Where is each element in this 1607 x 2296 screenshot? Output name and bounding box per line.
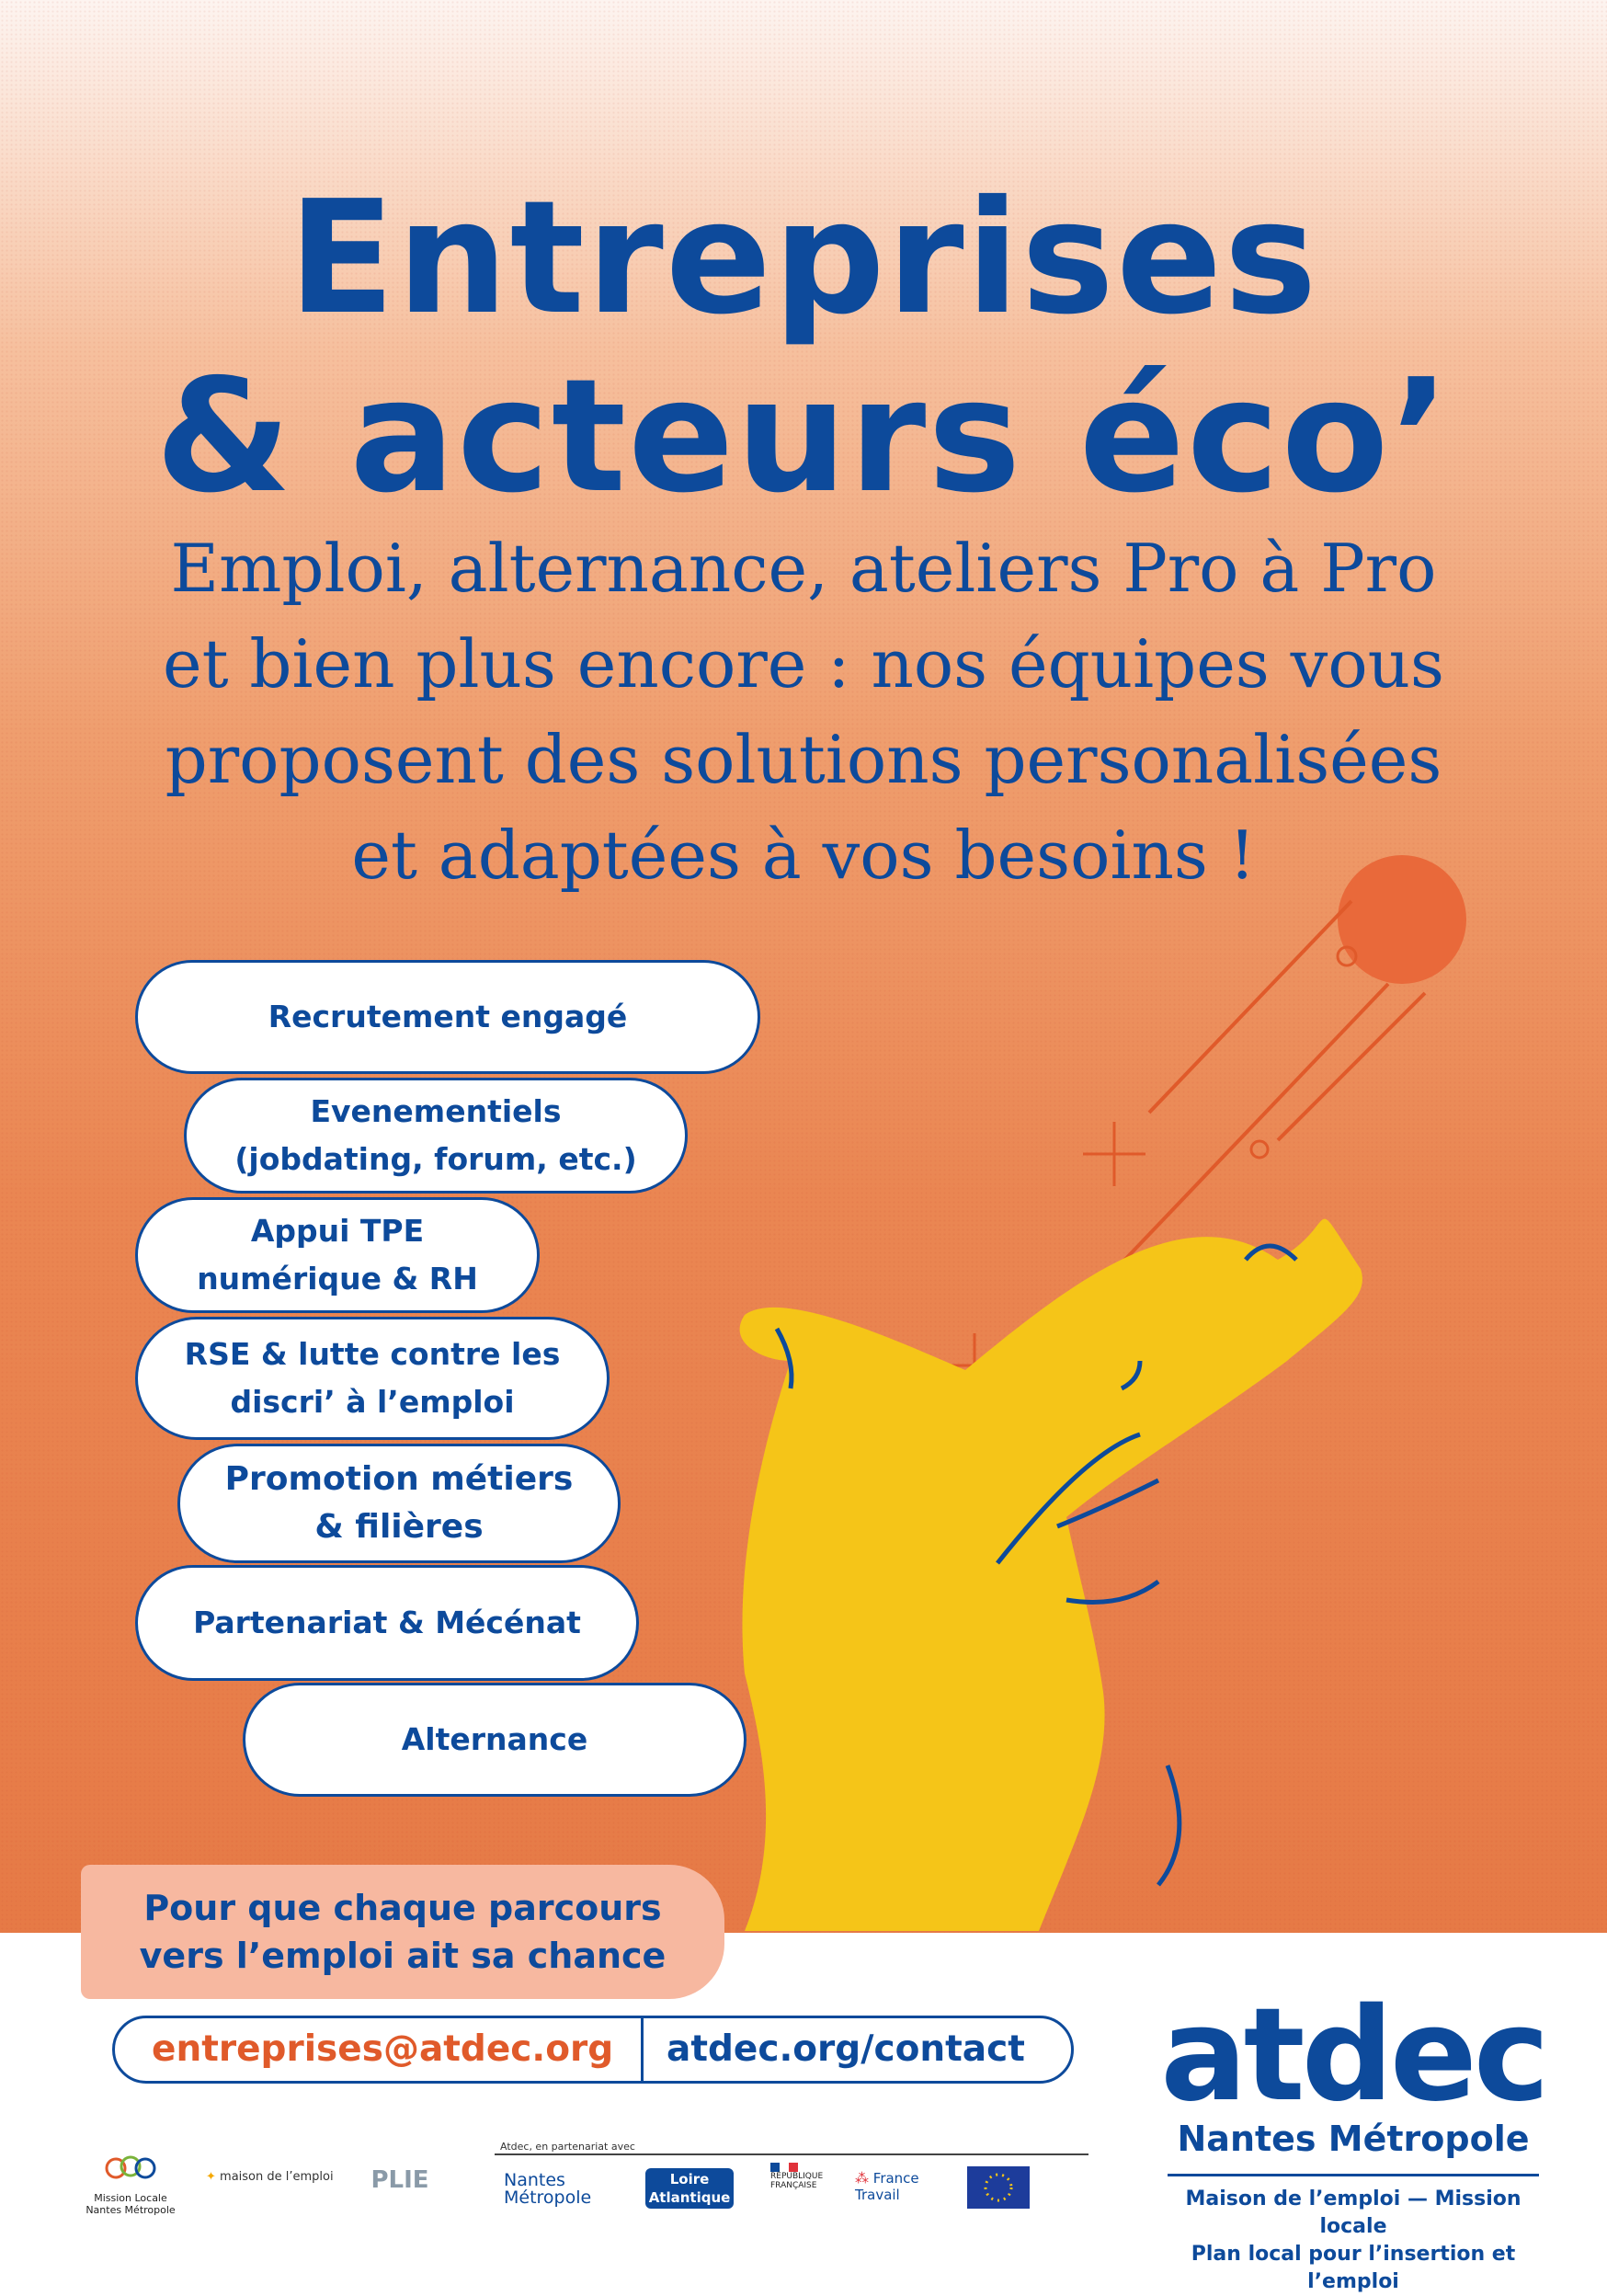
brand-desc-line: Maison de l’emploi — Mission locale: [1185, 2187, 1522, 2238]
pointing-hand-illustration: [644, 846, 1563, 1931]
plie-logo: [363, 2166, 437, 2194]
service-label: & filières: [314, 1508, 484, 1546]
title-line-1: Entreprises: [288, 167, 1319, 349]
mission-locale-text: Mission Locale Nantes Métropole: [85, 2192, 176, 2216]
sparkle-icon: [1083, 1122, 1145, 1186]
network-dots-icon: ⁂: [855, 2170, 869, 2187]
eu-flag-icon: [967, 2166, 1030, 2209]
republique-francaise-logo: [770, 2163, 853, 2190]
brand-city: Nantes Métropole: [1177, 2119, 1530, 2159]
brand-name: atdec: [1160, 1981, 1546, 2130]
tagline-banner: [81, 1865, 724, 1999]
service-evenementiels: [184, 1078, 688, 1194]
flag-icon: [770, 2163, 798, 2172]
subtitle-line: et bien plus encore : nos équipes vous: [163, 625, 1444, 703]
maison-emploi-logo: ✦ maison de l’emploi: [206, 2170, 334, 2184]
service-partenariat: [135, 1565, 639, 1681]
service-label: discri’ à l’emploi: [230, 1384, 515, 1420]
service-label: Partenariat & Mécénat: [193, 1605, 581, 1640]
ball-icon: [1338, 855, 1466, 984]
people-circles-icon: [103, 2155, 158, 2188]
nantes-metropole-logo: [504, 2172, 633, 2207]
france-travail-text: France Travail: [855, 2170, 919, 2203]
atdec-brand: [1160, 1981, 1546, 2296]
title-line-2: & acteurs éco’: [154, 346, 1453, 528]
plie-text: PLIE: [370, 2166, 429, 2194]
subtitle-line: proposent des solutions personalisées: [165, 721, 1442, 798]
tagline-line: vers l’emploi ait sa chance: [139, 1936, 667, 1976]
partners-note: Atdec, en partenariat avec: [500, 2141, 635, 2153]
hand-shape: [740, 1219, 1362, 1931]
maison-emploi-text: maison de l’emploi: [220, 2170, 334, 2184]
brand-desc-line: Plan local pour l’insertion et l’emploi: [1191, 2243, 1516, 2293]
email-link[interactable]: entreprises@atdec.org: [152, 2028, 614, 2070]
republique-text: RÉPUBLIQUE FRANÇAISE: [770, 2172, 824, 2190]
subtitle-line: Emploi, alternance, ateliers Pro à Pro: [170, 530, 1437, 607]
service-recrutement: [135, 960, 760, 1074]
service-label: Alternance: [401, 1721, 588, 1757]
service-label: Evenementiels: [310, 1093, 562, 1129]
loire-atlantique-logo: [645, 2168, 734, 2209]
contact-url-link[interactable]: atdec.org/contact: [667, 2028, 1025, 2070]
service-appui-tpe: [135, 1197, 540, 1313]
contact-divider: [641, 2018, 644, 2081]
service-label: numérique & RH: [197, 1261, 478, 1296]
service-label: (jobdating, forum, etc.): [234, 1141, 637, 1177]
contact-bar: [112, 2016, 1074, 2084]
service-label: Recrutement engagé: [268, 999, 628, 1034]
service-promotion: [177, 1444, 621, 1563]
loire-atlantique-text: Loire Atlantique: [648, 2171, 731, 2206]
france-travail-logo: [855, 2170, 965, 2203]
service-label: Promotion métiers: [224, 1460, 574, 1498]
mission-locale-logo: [85, 2155, 177, 2216]
tagline-line: Pour que chaque parcours: [143, 1888, 662, 1928]
eu-stars-icon: [967, 2166, 1030, 2209]
service-alternance: [243, 1683, 747, 1797]
service-label: Appui TPE: [250, 1213, 425, 1249]
nantes-metropole-text: Nantes Métropole: [504, 2170, 592, 2208]
partners-divider: [495, 2153, 1088, 2155]
service-rse: [135, 1317, 610, 1440]
brand-divider: [1168, 2174, 1539, 2176]
service-label: RSE & lutte contre les: [184, 1336, 561, 1372]
subtitle-line: et adaptées à vos besoins !: [351, 817, 1256, 894]
